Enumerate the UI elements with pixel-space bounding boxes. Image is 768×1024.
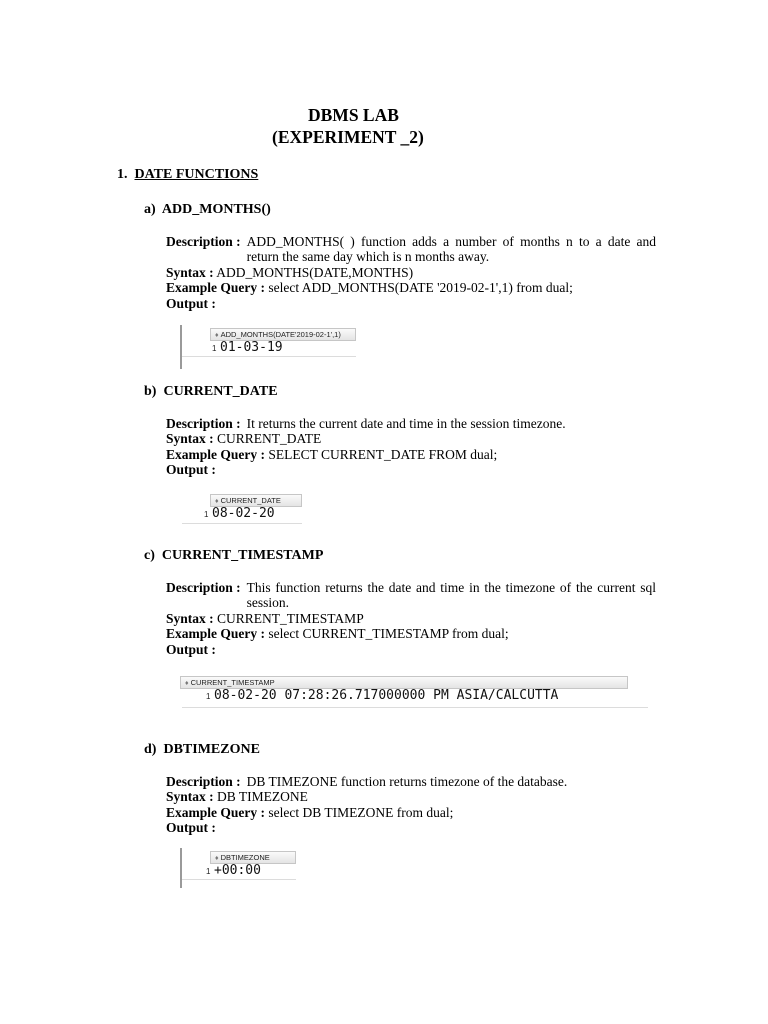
row-number: 1	[206, 692, 211, 701]
function-letter: a)	[144, 202, 156, 217]
section-label: DATE FUNCTIONS	[134, 167, 259, 182]
output-result-grid	[180, 673, 648, 711]
function-name: ADD_MONTHS()	[161, 202, 271, 217]
output-result-grid	[180, 491, 304, 527]
function-details	[166, 580, 656, 657]
query-label: Example Query :	[166, 626, 265, 642]
description-text: DB TIMEZONE function returns timezone of the database.	[246, 774, 568, 789]
description-row	[166, 416, 656, 431]
query-label: Example Query :	[166, 446, 265, 462]
row-divider	[182, 879, 296, 880]
row-number: 1	[212, 344, 217, 353]
query-text: SELECT CURRENT_DATE FROM dual;	[268, 446, 498, 462]
output-row	[166, 296, 656, 311]
description-label: Description :	[166, 774, 241, 789]
cell-value[interactable]: 08-02-20	[212, 506, 275, 521]
cell-value[interactable]: 01-03-19	[220, 340, 283, 355]
query-text: select DB TIMEZONE from dual;	[268, 804, 454, 820]
function-heading	[144, 202, 271, 218]
output-row	[166, 462, 656, 477]
section-number: 1.	[117, 167, 128, 182]
output-label: Output :	[166, 641, 216, 657]
description-label: Description :	[166, 234, 241, 249]
function-letter: b)	[144, 384, 157, 399]
query-label: Example Query :	[166, 804, 265, 820]
query-row	[166, 447, 656, 462]
function-details	[166, 774, 656, 836]
syntax-row	[166, 789, 656, 804]
cell-value[interactable]: +00:00	[214, 863, 261, 878]
column-header-label: CURRENT_DATE	[220, 496, 281, 505]
document-title: DBMS LAB	[308, 105, 399, 125]
description-row	[166, 774, 656, 789]
syntax-row	[166, 431, 656, 446]
syntax-row	[166, 265, 656, 280]
row-divider	[182, 707, 648, 708]
row-divider	[182, 356, 356, 357]
row-number: 1	[206, 867, 211, 876]
document-subtitle: (EXPERIMENT _2)	[272, 127, 424, 147]
description-label: Description :	[166, 580, 241, 595]
syntax-text: ADD_MONTHS(DATE,MONTHS)	[216, 264, 414, 280]
query-row	[166, 626, 656, 641]
query-label: Example Query :	[166, 280, 265, 296]
syntax-text: CURRENT_TIMESTAMP	[217, 610, 364, 626]
output-row	[166, 820, 656, 835]
syntax-label: Syntax :	[166, 789, 214, 805]
query-row	[166, 280, 656, 295]
column-header-label: CURRENT_TIMESTAMP	[190, 678, 275, 687]
query-text: select ADD_MONTHS(DATE '2019-02-1',1) from dual;	[268, 280, 573, 296]
output-label: Output :	[166, 820, 216, 836]
column-header-label: DBTIMEZONE	[220, 853, 270, 862]
column-sort-icon: ♦	[215, 855, 219, 862]
output-result-grid	[180, 848, 298, 888]
column-sort-icon: ♦	[215, 498, 219, 505]
row-divider	[182, 523, 302, 524]
section-heading	[117, 167, 258, 183]
syntax-label: Syntax :	[166, 431, 214, 447]
description-row	[166, 234, 656, 265]
description-text: It returns the current date and time in the session timezone.	[246, 416, 566, 431]
cell-value[interactable]: 08-02-20 07:28:26.717000000 PM ASIA/CALCUTTA	[214, 688, 559, 703]
output-row	[166, 642, 656, 657]
query-text: select CURRENT_TIMESTAMP from dual;	[268, 626, 509, 642]
column-sort-icon: ♦	[215, 332, 219, 339]
syntax-text: DB TIMEZONE	[217, 789, 308, 805]
function-name: CURRENT_TIMESTAMP	[161, 548, 324, 563]
query-row	[166, 805, 656, 820]
row-number: 1	[204, 510, 209, 519]
description-label: Description :	[166, 416, 241, 431]
description-text: This function returns the date and time in the timezone of the current sql session.	[246, 580, 656, 611]
function-letter: d)	[144, 742, 157, 757]
function-name: CURRENT_DATE	[163, 384, 278, 399]
description-row	[166, 580, 656, 611]
function-name: DBTIMEZONE	[163, 742, 260, 757]
grid-gutter	[180, 848, 182, 888]
output-label: Output :	[166, 462, 216, 478]
function-heading	[144, 384, 278, 400]
output-result-grid	[180, 325, 358, 369]
syntax-label: Syntax :	[166, 264, 214, 280]
function-heading	[144, 742, 260, 758]
output-label: Output :	[166, 295, 216, 311]
syntax-label: Syntax :	[166, 610, 214, 626]
function-details	[166, 416, 656, 478]
column-header-label: ADD_MONTHS(DATE'2019-02-1',1)	[220, 330, 341, 339]
column-sort-icon: ♦	[185, 680, 189, 687]
grid-gutter	[180, 325, 182, 369]
description-text: ADD_MONTHS( ) function adds a number of months n to a date and return the same day which is n months away.	[246, 234, 656, 265]
function-heading	[144, 548, 323, 564]
function-details	[166, 234, 656, 311]
function-letter: c)	[144, 548, 155, 563]
syntax-row	[166, 611, 656, 626]
syntax-text: CURRENT_DATE	[217, 431, 322, 447]
